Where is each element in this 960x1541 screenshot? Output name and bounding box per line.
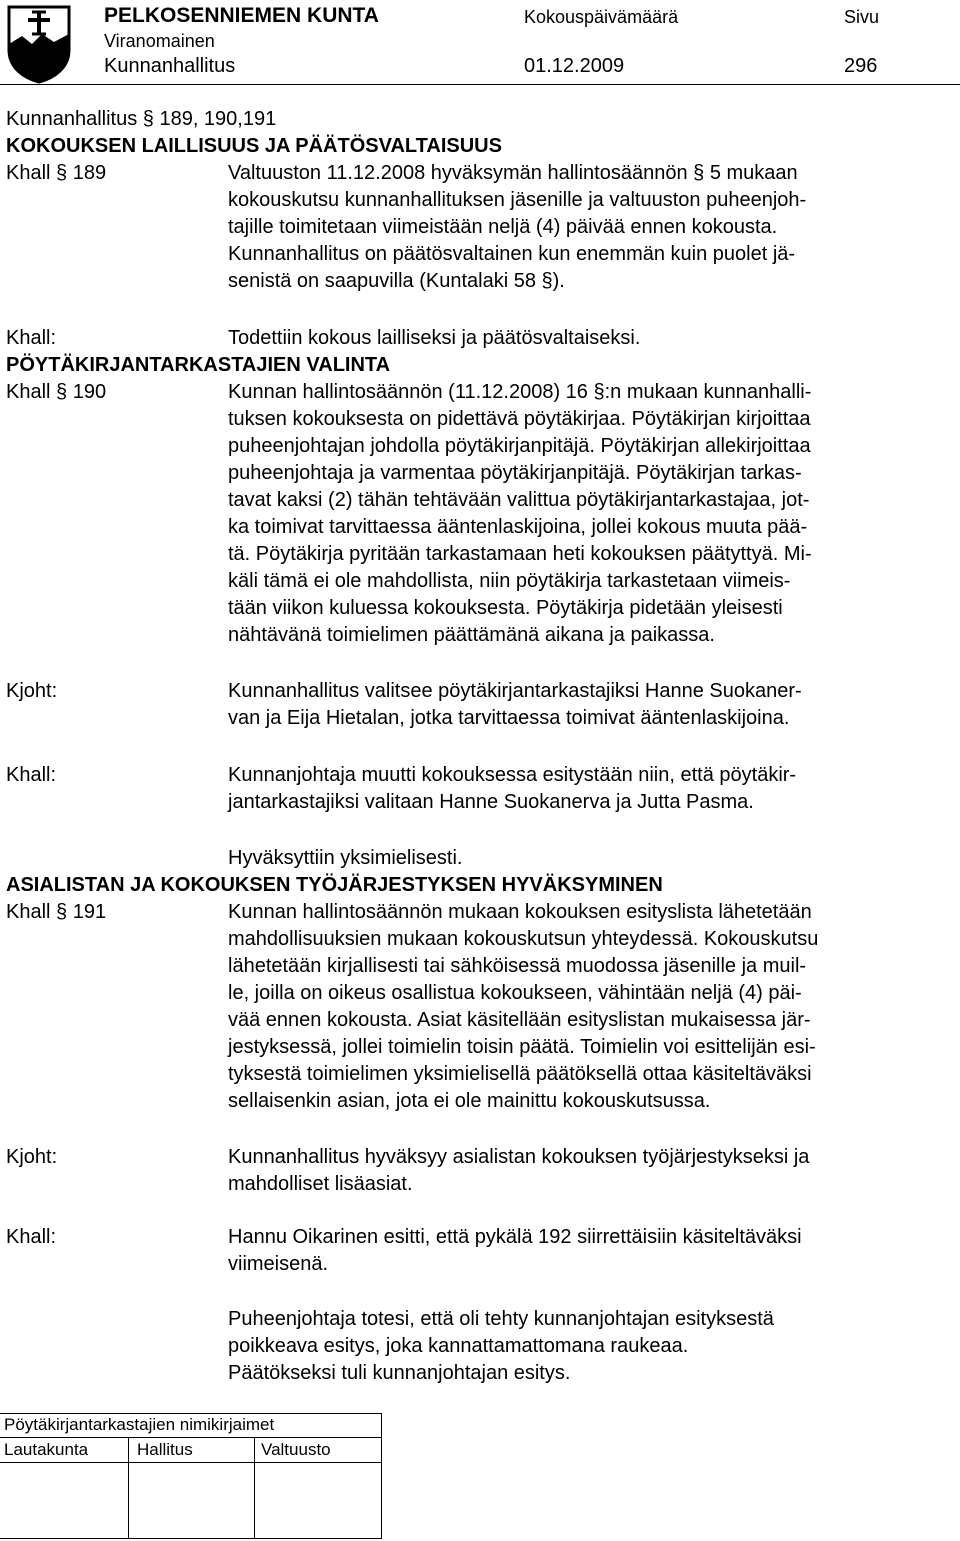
authority-label: Viranomainen [104, 31, 215, 51]
footer-title: Pöytäkirjantarkastajien nimikirjaimet [4, 1415, 275, 1434]
body-line: Valtuuston 11.12.2008 hyväksymän hallintosäännön § 5 mukaan [228, 162, 798, 184]
kjoht-line: mahdolliset lisäasiat. [228, 1173, 413, 1195]
footer-col-board: Hallitus [137, 1440, 193, 1459]
body-line: käli tämä ei ole mahdollista, niin pöytäkirja tarkastetaan viimeis- [228, 570, 791, 592]
page-label: Sivu [844, 7, 880, 27]
khall-line: Kunnanjohtaja muutti kokouksessa esitystään niin, että pöytäkir- [228, 764, 797, 786]
body-line: tavat kaksi (2) tähän tehtävään valittua pöytäkirjantarkastajaa, jot- [228, 489, 810, 511]
kjoht-line: Kunnanhallitus valitsee pöytäkirjantarkastajiksi Hanne Suokaner- [228, 680, 802, 702]
org-name: PELKOSENNIEMEN KUNTA [104, 4, 379, 27]
date-label: Kokouspäivämäärä [524, 7, 679, 27]
body-line: mahdollisuuksien mukaan kokouskutsun yhteydessä. Kokouskutsu [228, 928, 819, 950]
section-191-body [228, 899, 933, 1115]
body-line: tä. Pöytäkirja pyritään tarkastamaan heti kokouksen päätyttyä. Mi- [228, 543, 812, 565]
section-title-legality: KOKOUKSEN LAILLISUUS JA PÄÄTÖSVALTAISUUS [6, 135, 502, 157]
footer-vline [381, 1413, 382, 1538]
body-line: senistä on saapuvilla (Kuntalaki 58 §). [228, 270, 565, 292]
khall-label-189: Khall: [6, 327, 57, 349]
footer-line-top [0, 1437, 382, 1438]
kjoht-text-191 [228, 1144, 933, 1198]
authority-value: Kunnanhallitus [104, 55, 236, 77]
body-line: tajille toimitetaan viimeistään neljä (4) päivää ennen kokousta. [228, 216, 778, 238]
closing-line: poikkeava esitys, joka kannattamattomana raukeaa. [228, 1335, 689, 1357]
body-line: vää ennen kokousta. Asiat käsitellään esityslistan mukaisessa jär- [228, 1009, 811, 1031]
footer-col-council: Valtuusto [261, 1440, 331, 1459]
footer-line-bottom [0, 1538, 382, 1539]
kjoht-text-190 [228, 678, 933, 732]
khall-text-191 [228, 1224, 933, 1278]
khall-line: viimeisenä. [228, 1253, 329, 1275]
page-number: 296 [844, 55, 878, 77]
date-value: 01.12.2009 [524, 55, 625, 77]
body-line: tyksestä toimielimen yksimielisellä päätöksellä ottaa käsiteltäväksi [228, 1063, 812, 1085]
body-line: nähtävänä toimielimen päättämänä aikana ja paikassa. [228, 624, 715, 646]
kjoht-label-190: Kjoht: [6, 680, 58, 702]
kjoht-label-191: Kjoht: [6, 1146, 58, 1168]
kjoht-line: Kunnanhallitus hyväksyy asialistan kokouksen työjärjestykseksi ja [228, 1146, 810, 1168]
body-line: Kunnan hallintosäännön mukaan kokouksen esityslista lähetetään [228, 901, 812, 923]
khall-label-190: Khall: [6, 764, 57, 786]
decision-190: Hyväksyttiin yksimielisesti. [228, 847, 463, 869]
khall-text-190 [228, 762, 933, 816]
section-label-190: Khall § 190 [6, 381, 107, 403]
body-line: tään viikon kuluessa kokouksesta. Pöytäkirja pidetään yleisesti [228, 597, 783, 619]
body-line: Kunnanhallitus on päätösvaltainen kun enemmän kuin puolet jä- [228, 243, 796, 265]
body-line: puheenjohtajan johdolla pöytäkirjanpitäjä. Pöytäkirjan allekirjoittaa [228, 435, 811, 457]
footer-vline [128, 1437, 129, 1538]
header-divider [0, 84, 960, 85]
khall-text-189: Todettiin kokous lailliseksi ja päätösvaltaiseksi. [228, 327, 641, 349]
section-label-189: Khall § 189 [6, 162, 107, 184]
body-line: lähetetään kirjallisesti tai sähköisessä muodossa jäsenille ja muil- [228, 955, 807, 977]
section-label-191: Khall § 191 [6, 901, 107, 923]
section-190-body [228, 379, 933, 649]
kjoht-line: van ja Eija Hietalan, jotka tarvittaessa toimivat ääntenlaskijoina. [228, 707, 790, 729]
footer-vline [254, 1437, 255, 1538]
khall-line: Hannu Oikarinen esitti, että pykälä 192 siirrettäisiin käsiteltäväksi [228, 1226, 802, 1248]
body-line: sellaisenkin asian, jota ei ole mainittu kokouskutsussa. [228, 1090, 711, 1112]
footer-line-mid [0, 1462, 382, 1463]
khall-line: jantarkastajiksi valitaan Hanne Suokanerva ja Jutta Pasma. [228, 791, 754, 813]
closing-line: Päätökseksi tuli kunnanjohtajan esitys. [228, 1362, 571, 1384]
section-refs: Kunnanhallitus § 189, 190,191 [6, 108, 277, 130]
section-title-190: PÖYTÄKIRJANTARKASTAJIEN VALINTA [6, 354, 391, 376]
closing-line: Puheenjohtaja totesi, että oli tehty kunnanjohtajan esityksestä [228, 1308, 774, 1330]
section-title-191: ASIALISTAN JA KOKOUKSEN TYÖJÄRJESTYKSEN HYVÄKSYMINEN [6, 874, 663, 896]
khall-label-191: Khall: [6, 1226, 57, 1248]
body-line: kokouskutsu kunnanhallituksen jäsenille ja valtuuston puheenjoh- [228, 189, 807, 211]
crest-icon [6, 4, 72, 84]
body-line: jestyksessä, jollei toimielin toisin päätä. Toimielin voi esittelijän esi- [228, 1036, 816, 1058]
body-line: ka toimivat tarvittaessa ääntenlaskijoina, jollei kokous muuta pää- [228, 516, 808, 538]
section-189-body [228, 160, 933, 295]
body-line: le, joilla on oikeus osallistua kokoukseen, vähintään neljä (4) päi- [228, 982, 802, 1004]
body-line: puheenjohtaja ja varmentaa pöytäkirjanpitäjä. Pöytäkirjan tarkas- [228, 462, 802, 484]
closing-text-191 [228, 1306, 933, 1387]
footer-col-committee: Lautakunta [4, 1440, 89, 1459]
body-line: Kunnan hallintosäännön (11.12.2008) 16 §:n mukaan kunnanhalli- [228, 381, 812, 403]
body-line: tuksen kokouksesta on pidettävä pöytäkirjaa. Pöytäkirjan kirjoittaa [228, 408, 811, 430]
